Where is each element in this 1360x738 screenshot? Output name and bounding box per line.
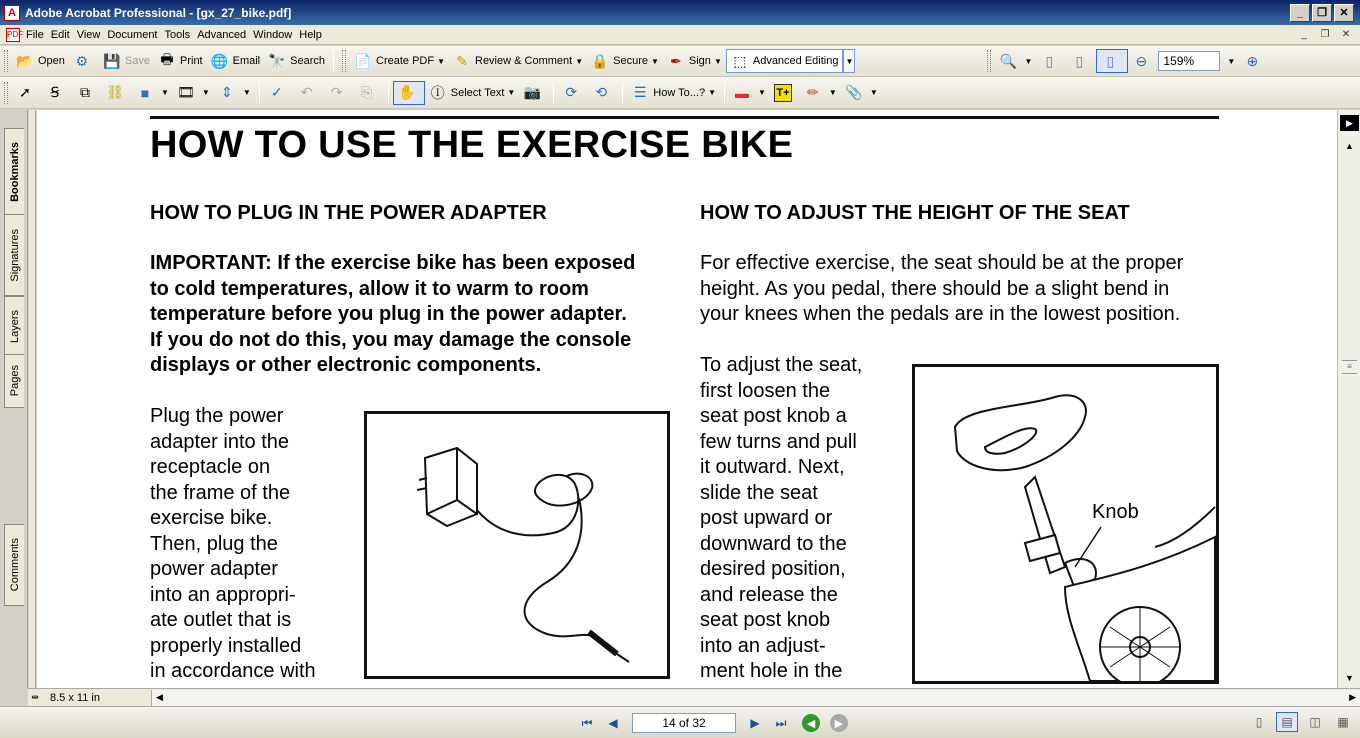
power-adapter-illustration	[364, 411, 670, 679]
page-number-input[interactable]: 14 of 32	[632, 713, 736, 733]
spell-check-icon: ✓	[270, 84, 283, 100]
chevron-down-icon[interactable]: ▼	[575, 56, 584, 66]
undo-button[interactable]	[294, 81, 324, 105]
film-icon: 🎞	[177, 84, 195, 100]
advanced-editing-icon: ⬚	[733, 52, 747, 69]
seat-height-intro: For effective exercise, the seat should be at the proper height. As you pedal, there should be a slight bend in your knees when the pedals are in the lowest position.	[700, 252, 1184, 325]
advanced-editing-button[interactable]: ⬚ Advanced Editing	[726, 49, 844, 73]
select-object-tool[interactable]	[12, 81, 42, 105]
minimize-button[interactable]: _	[1290, 4, 1310, 22]
menu-advanced[interactable]: Advanced	[197, 28, 247, 41]
pencil-tool[interactable]	[800, 81, 841, 105]
status-bar	[0, 706, 1360, 738]
doc-close-icon[interactable]: ✕	[1341, 29, 1351, 40]
page-navigation	[576, 713, 848, 733]
horizontal-bar	[28, 688, 1360, 706]
redo-icon: ↷	[330, 84, 343, 100]
print-button[interactable]: 🖶 Print	[154, 49, 207, 73]
scroll-left-arrow-icon[interactable]: ◀	[156, 692, 163, 702]
text-box-icon: T+	[774, 84, 792, 102]
pdf-page	[37, 110, 1337, 688]
snapshot-tool[interactable]	[519, 81, 549, 105]
review-comment-icon: ✎	[456, 52, 468, 69]
acrobat-app-icon: A	[4, 5, 20, 21]
close-button[interactable]: ✕	[1334, 4, 1354, 22]
advanced-editing-dropdown[interactable]: ▼	[843, 49, 855, 73]
crop-tool[interactable]	[72, 81, 102, 105]
chevron-down-icon[interactable]: ▼	[242, 88, 251, 97]
secure-button[interactable]: 🔒 Secure ▼	[591, 52, 659, 69]
paperclip-icon: 📎	[845, 84, 863, 100]
power-adapter-instructions: Plug the power adapter into the receptacle on the frame of the exercise bike. Then, plug the power adapter into an appropri- ate outlet that is properly installed in accordance with	[150, 405, 316, 682]
copy-icon: ⎘	[361, 84, 373, 100]
menu-bar	[0, 25, 1360, 45]
menu-document[interactable]: Document	[107, 28, 158, 41]
undo-icon: ↶	[300, 84, 313, 100]
camera-icon: 📷	[523, 84, 542, 100]
doc-minimize-icon[interactable]: _	[1301, 29, 1307, 40]
chevron-down-icon[interactable]: ▼	[869, 88, 878, 97]
page-size-label: 8.5 x 11 in	[42, 690, 152, 706]
window-title: Adobe Acrobat Professional - [gx_27_bike.pdf]	[25, 5, 292, 20]
chevron-down-icon[interactable]: ▼	[708, 88, 716, 97]
review-comment-button[interactable]: ✎ Review & Comment ▼	[449, 49, 587, 73]
scroll-down-arrow-icon[interactable]: ▼	[1345, 672, 1354, 683]
restore-button[interactable]: ❐	[1312, 4, 1332, 22]
save-button[interactable]: 💾 Save	[103, 52, 150, 69]
title-rule	[150, 116, 1219, 119]
horizontal-scrollbar[interactable]	[152, 690, 1360, 706]
hand-tool[interactable]	[393, 81, 425, 105]
movie-tool[interactable]	[173, 81, 214, 105]
pane-splitter[interactable]	[29, 110, 36, 688]
seat-adjust-instructions: To adjust the seat, first loosen the seat post knob a few turns and pull it outward. Next, slide the seat post upward or downward to the desired position, and release the seat post knob into an adjust- ment hole in the	[700, 354, 863, 682]
text-cursor-icon: Ⓘ	[430, 84, 445, 101]
link-chain-icon: ⛓	[106, 84, 124, 100]
scroll-right-arrow-icon[interactable]: ▶	[1349, 692, 1356, 702]
hand-icon: ✋	[398, 84, 416, 100]
fit-page-button[interactable]	[1066, 49, 1096, 73]
last-page-button[interactable]: ⏭	[775, 715, 787, 730]
facing-layout-icon[interactable]: ◫	[1309, 715, 1321, 729]
toolbar-grip[interactable]	[987, 50, 991, 72]
open-button[interactable]: 📂 Open	[16, 52, 65, 69]
chevron-down-icon[interactable]: ▼	[201, 88, 210, 97]
menu-help[interactable]: Help	[299, 28, 322, 41]
chevron-down-icon: ▼	[1227, 56, 1236, 66]
tab-signatures[interactable]: Signatures	[4, 214, 24, 296]
doc-restore-icon[interactable]: ❐	[1320, 29, 1330, 40]
fit-width-button[interactable]	[1096, 49, 1128, 73]
organizer-button[interactable]	[69, 49, 99, 73]
search-button[interactable]: 🔭 Search	[268, 52, 325, 69]
split-handle-icon[interactable]: ⇹	[31, 692, 39, 702]
toolbar-grip[interactable]	[4, 50, 8, 72]
printer-icon: 🖶	[160, 51, 174, 67]
chevron-down-icon[interactable]: ▼	[758, 88, 766, 97]
rotate-counterclockwise-icon: ⟲	[595, 84, 608, 100]
next-page-button[interactable]: ▶	[750, 716, 760, 730]
magnifier-zoom-icon: 🔍	[999, 52, 1018, 69]
menu-edit[interactable]: Edit	[50, 28, 70, 41]
zoom-out-icon: ⊖	[1135, 52, 1148, 69]
chevron-down-icon[interactable]: ▼	[507, 88, 516, 97]
create-pdf-button[interactable]: 📄 Create PDF ▼	[354, 52, 445, 69]
navigation-pane	[0, 110, 28, 688]
actual-size-button[interactable]	[1036, 49, 1066, 73]
folder-open-icon: 📂	[16, 52, 34, 69]
pen-sign-icon: ✒	[670, 52, 682, 69]
text-box-tool[interactable]	[770, 81, 800, 105]
arrow-pointer-icon: ➚	[19, 84, 31, 100]
file-toolbar	[0, 46, 1360, 77]
tab-comments[interactable]: Comments	[4, 524, 24, 606]
knob-label: Knob	[1092, 501, 1139, 523]
zoom-in-button[interactable]	[1239, 49, 1269, 73]
form-button-icon: ■	[140, 84, 150, 101]
title-bar	[0, 0, 1360, 25]
section-heading-power-adapter: HOW TO PLUG IN THE POWER ADAPTER	[150, 202, 547, 224]
edit-toolbar	[0, 77, 1360, 109]
touchup-text-tool[interactable]	[42, 81, 72, 105]
chevron-down-icon[interactable]: ▼	[1024, 56, 1033, 66]
pdf-document-icon[interactable]: PDF	[6, 28, 20, 42]
zoom-dropdown[interactable]	[1220, 49, 1239, 73]
rotate-clockwise-button[interactable]	[558, 81, 588, 105]
zoom-in-icon: ⊕	[1246, 52, 1259, 69]
article-tool[interactable]	[214, 81, 255, 105]
vertical-scrollbar[interactable]	[1337, 110, 1360, 688]
zoom-in-tool-button[interactable]	[995, 49, 1036, 73]
continuous-layout-icon[interactable]: ▤	[1276, 712, 1298, 732]
save-icon: 💾	[103, 52, 121, 69]
toolbar-grip[interactable]	[342, 50, 346, 72]
email-button[interactable]: 🌐 Email	[210, 52, 261, 69]
tab-bookmarks[interactable]: Bookmarks	[4, 128, 24, 216]
tab-layers[interactable]: Layers	[4, 296, 24, 358]
scroll-up-arrow-icon[interactable]: ▲	[1345, 140, 1354, 151]
first-page-button[interactable]: ⏮	[581, 715, 593, 730]
touchup-text-icon: Ꞩ	[50, 84, 60, 100]
sign-button[interactable]: ✒ Sign ▼	[663, 49, 726, 73]
go-forward-button[interactable]: ▶	[830, 714, 848, 732]
chevron-down-icon[interactable]: ▼	[828, 88, 837, 97]
menu-window[interactable]: Window	[253, 28, 293, 41]
pencil-icon: ✏	[807, 84, 819, 100]
copy-button[interactable]	[354, 81, 384, 105]
page-layout-buttons	[1248, 712, 1354, 732]
lock-icon: 🔒	[591, 52, 609, 69]
chevron-down-icon[interactable]: ▼	[161, 88, 169, 97]
binoculars-icon: 🔭	[268, 52, 286, 69]
menu-file[interactable]: File	[26, 28, 44, 41]
spell-check-button[interactable]	[264, 81, 294, 105]
how-to-list-icon: ☰	[634, 84, 647, 100]
toolbar-grip[interactable]	[4, 82, 8, 104]
scroll-thumb[interactable]: ≡	[1342, 360, 1357, 374]
button-tool[interactable]	[132, 81, 173, 105]
seat-knob-illustration	[912, 364, 1219, 684]
create-pdf-icon: 📄	[354, 52, 372, 69]
split-window-arrow-icon[interactable]: ▶	[1340, 115, 1359, 131]
section-heading-seat-height: HOW TO ADJUST THE HEIGHT OF THE SEAT	[700, 202, 1130, 224]
actual-size-icon: ▯	[1045, 52, 1054, 69]
how-to-button[interactable]: ☰ How To...? ▼	[627, 81, 720, 105]
link-tool[interactable]	[102, 81, 132, 105]
text-field-icon: ⇕	[220, 84, 233, 100]
email-globe-icon: 🌐	[210, 52, 229, 69]
redo-button[interactable]	[324, 81, 354, 105]
rotate-clockwise-icon: ⟳	[565, 84, 578, 100]
zoom-out-button[interactable]	[1128, 49, 1158, 73]
select-text-tool[interactable]: Ⓘ Select Text ▼	[430, 84, 516, 101]
fit-width-icon: ▯	[1106, 52, 1115, 69]
important-note: IMPORTANT: If the exercise bike has been exposed to cold temperatures, allow it to warm to room temperature before you plug in the power adapter. If you do not do this, you may damage the console displays or other electronic components.	[150, 252, 636, 376]
go-back-button[interactable]: ◀	[802, 714, 820, 732]
red-rectangle-icon: ▬	[735, 84, 749, 101]
rotate-counterclockwise-button[interactable]	[588, 81, 618, 105]
previous-page-button[interactable]: ◀	[608, 716, 618, 730]
document-view[interactable]	[37, 110, 1337, 688]
crop-icon: ⧉	[80, 84, 90, 100]
continuous-facing-layout-icon[interactable]: ▦	[1337, 715, 1349, 729]
menu-view[interactable]: View	[76, 28, 101, 41]
page-title: HOW TO USE THE EXERCISE BIKE	[150, 124, 794, 166]
chevron-down-icon[interactable]: ▼	[437, 56, 445, 66]
organizer-icon: ⚙	[75, 52, 89, 69]
tab-pages[interactable]: Pages	[4, 354, 24, 408]
single-page-layout-icon[interactable]: ▯	[1255, 715, 1263, 729]
rectangle-tool[interactable]	[729, 81, 770, 105]
attach-tool[interactable]	[841, 81, 882, 105]
fit-page-icon: ▯	[1075, 52, 1084, 69]
zoom-input[interactable]: 159%	[1158, 51, 1220, 71]
menu-tools[interactable]: Tools	[164, 28, 191, 41]
chevron-down-icon[interactable]: ▼	[650, 56, 659, 66]
chevron-down-icon[interactable]: ▼	[713, 56, 722, 66]
